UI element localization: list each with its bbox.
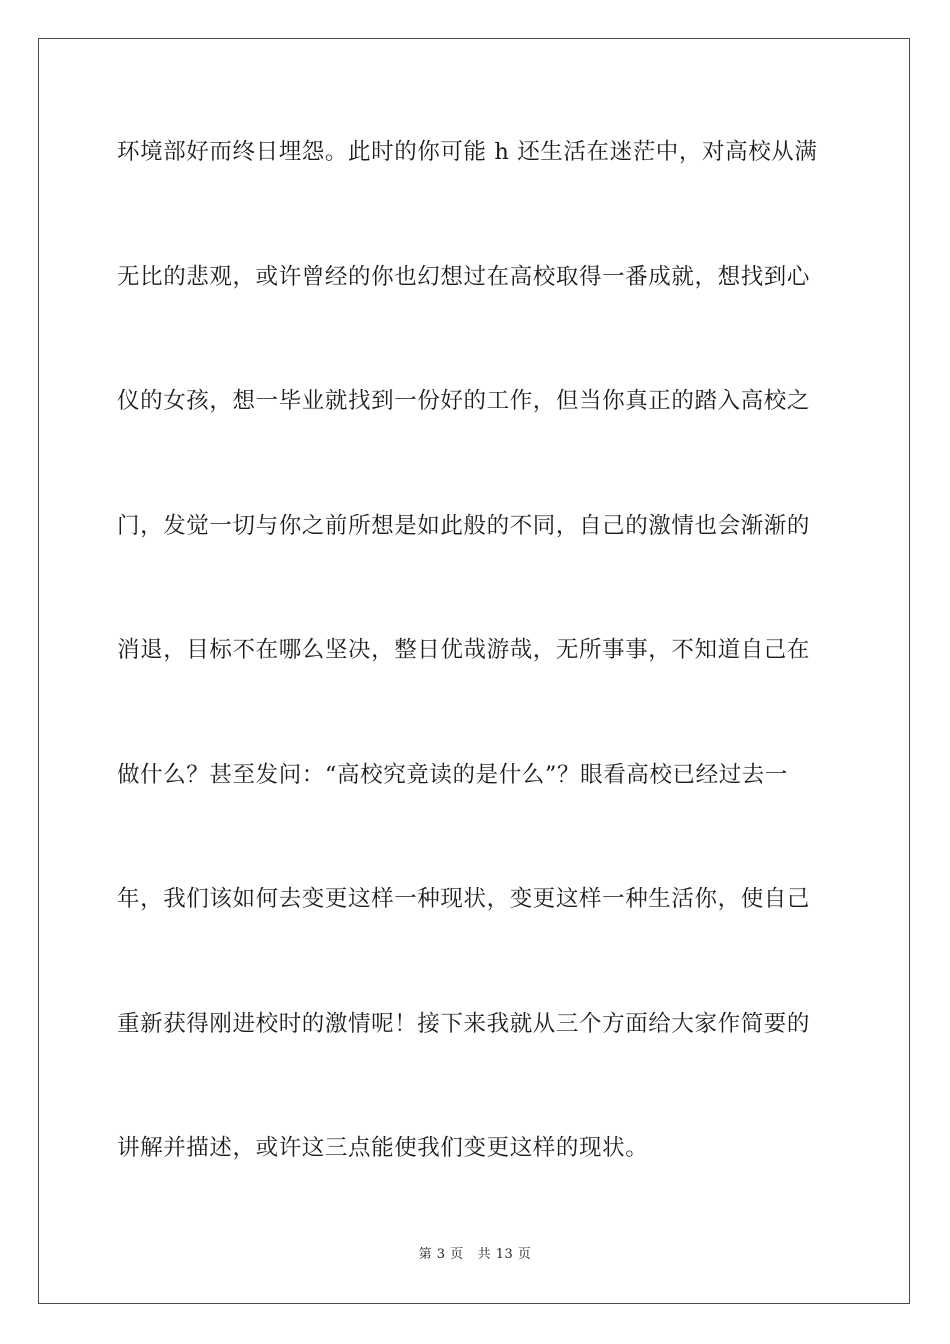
- text-line-7: 年，我们该如何去变更这样一种现状，变更这样一种生活你，使自己: [117, 886, 811, 912]
- page-total: 共 13 页: [477, 1247, 532, 1262]
- text-line-3: 仪的女孩，想一毕业就找到一份好的工作，但当你真正的踏入高校之: [117, 388, 811, 414]
- text-line-4: 门，发觉一切与你之前所想是如此般的不同，自己的激情也会渐渐的: [117, 512, 811, 539]
- text-line-9: 讲解并描述，或许这三点能使我们变更这样的现状。: [117, 1135, 649, 1161]
- body-text: [117, 128, 837, 1249]
- text-line-5: 消退，目标不在哪么坚决，整日优哉游哉，无所事事，不知道自己在: [117, 637, 811, 663]
- text-line-1: 环境部好而终日埋怨。此时的你可能 h 还生活在迷茫中，对高校从满: [117, 139, 818, 165]
- text-line-6: 做什么？甚至发问：“高校究竟读的是什么”？眼看高校已经过去一: [117, 761, 789, 788]
- text-line-8: 重新获得刚进校时的激情呢！接下来我就从三个方面给大家作简要的: [117, 1010, 811, 1037]
- text-line-2: 无比的悲观，或许曾经的你也幻想过在高校取得一番成就，想找到心: [117, 263, 811, 290]
- page-number: 第 3 页: [418, 1247, 464, 1262]
- page-footer: [0, 1243, 950, 1262]
